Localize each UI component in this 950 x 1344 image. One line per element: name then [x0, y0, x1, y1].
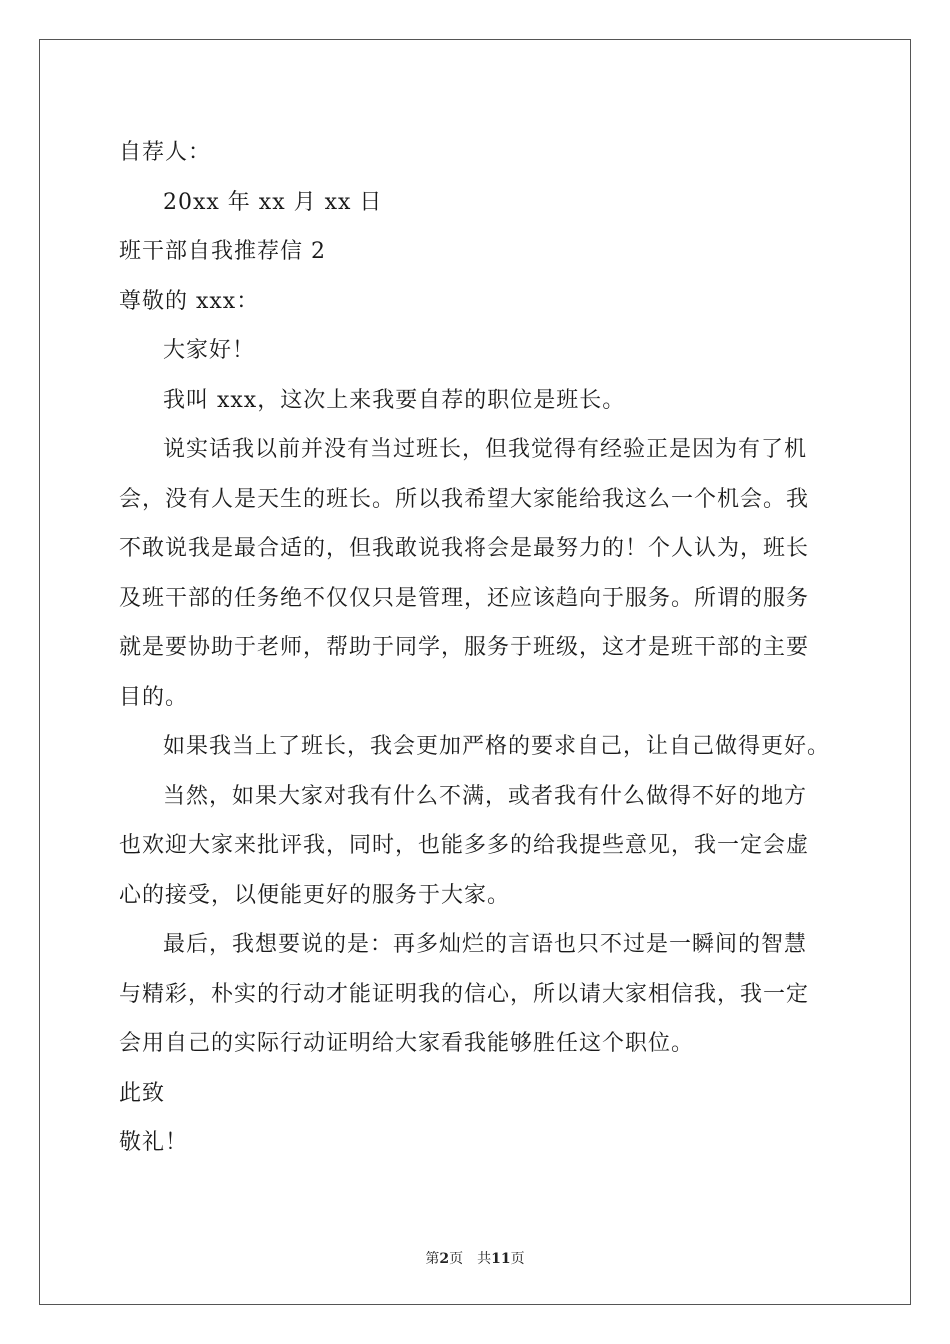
intro-paragraph: 我叫 xxx，这次上来我要自荐的职位是班长。 — [163, 387, 626, 413]
paragraph-line: 会用自己的实际行动证明给大家看我能够胜任这个职位。 — [119, 1031, 695, 1056]
paragraph-line: 也欢迎大家来批评我，同时，也能多多的给我提些意见，我一定会虚 — [119, 833, 810, 858]
signer-label: 自荐人： — [119, 140, 212, 165]
closing-line-1: 此致 — [119, 1080, 166, 1106]
paragraph-line: 说实话我以前并没有当过班长，但我觉得有经验正是因为有了机 — [163, 437, 808, 462]
paragraph-experience — [119, 425, 839, 722]
page-current: 2 — [439, 1251, 450, 1267]
paragraph-line: 会，没有人是天生的班长。所以我希望大家能给我这么一个机会。我 — [119, 486, 810, 512]
page-prefix: 第 — [425, 1251, 440, 1267]
closing-line-2: 敬礼！ — [119, 1130, 189, 1155]
page-suffix: 页 — [449, 1251, 464, 1267]
paragraph-line: 目的。 — [119, 684, 189, 710]
paragraph-line: 最后，我想要说的是：再多灿烂的言语也只不过是一瞬间的智慧 — [163, 932, 808, 957]
paragraph-line: 当然，如果大家对我有什么不满，或者我有什么做得不好的地方 — [163, 783, 808, 809]
total-suffix: 页 — [510, 1251, 525, 1267]
greeting: 大家好！ — [163, 338, 256, 363]
paragraph-conclusion — [119, 920, 839, 1069]
paragraph-promise: 如果我当上了班长，我会更加严格的要求自己，让自己做得更好。 — [163, 734, 831, 759]
page-total: 11 — [491, 1251, 511, 1267]
salutation: 尊敬的 xxx： — [119, 288, 260, 314]
paragraph-line: 就是要协助于老师，帮助于同学，服务于班级，这才是班干部的主要 — [119, 635, 810, 660]
letter-title: 班干部自我推荐信 2 — [119, 239, 326, 264]
letter-date: 20xx 年 xx 月 xx 日 — [163, 189, 383, 215]
paragraph-feedback — [119, 772, 839, 921]
page-footer — [0, 1248, 950, 1268]
paragraph-line: 与精彩，朴实的行动才能证明我的信心，所以请大家相信我，我一定 — [119, 981, 810, 1007]
paragraph-line: 及班干部的任务绝不仅仅只是管理，还应该趋向于服务。所谓的服务 — [119, 585, 810, 611]
paragraph-line: 心的接受，以便能更好的服务于大家。 — [119, 882, 511, 908]
paragraph-line: 不敢说我是最合适的，但我敢说我将会是最努力的！个人认为，班长 — [119, 536, 810, 561]
letter-body — [119, 128, 839, 1168]
total-prefix: 共 — [477, 1251, 492, 1267]
